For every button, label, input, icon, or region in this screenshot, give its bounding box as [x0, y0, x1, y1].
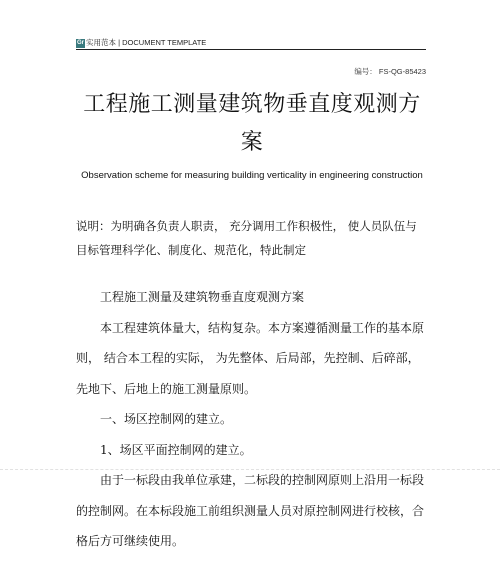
- body-heading: 工程施工测量及建筑物垂直度观测方案: [100, 290, 305, 304]
- document-header: [76, 36, 426, 50]
- document-number: 编号： FS-QG-85423: [354, 67, 426, 76]
- header-divider: [76, 49, 426, 50]
- header-text: 实用范本 | DOCUMENT TEMPLATE: [86, 38, 207, 47]
- logo-icon: Gr: [76, 39, 84, 46]
- document-body: [76, 282, 428, 557]
- body-paragraph: 本工程建筑体量大，结构复杂。本方案遵循测量工作的基本原则， 结合本工程的实际， 为先整体、后局部，先控制、后碎部，先地下、后地上的施工测量原则。: [76, 320, 425, 396]
- intro-note: 说明：为明确各负责人职责， 充分调用工作积极性， 使人员队伍与目标管理科学化、制度化、规范化，特此制定: [76, 219, 417, 257]
- english-subtitle: Observation scheme for measuring building verticality in engineering construction: [81, 170, 423, 181]
- subsection-heading: 1、场区平面控制网的建立。: [100, 442, 252, 457]
- section-heading: 一、场区控制网的建立。: [100, 412, 233, 426]
- body-paragraph-2: 由于一标段由我单位承建，二标段的控制网原则上沿用一标段的控制网。在本标段施工前组织测量人员对原控制网进行校核，合格后方可继续使用。: [76, 473, 425, 548]
- page-break-divider: [0, 469, 500, 470]
- document-title: 工程施工测量建筑物垂直度观测方案: [83, 92, 421, 155]
